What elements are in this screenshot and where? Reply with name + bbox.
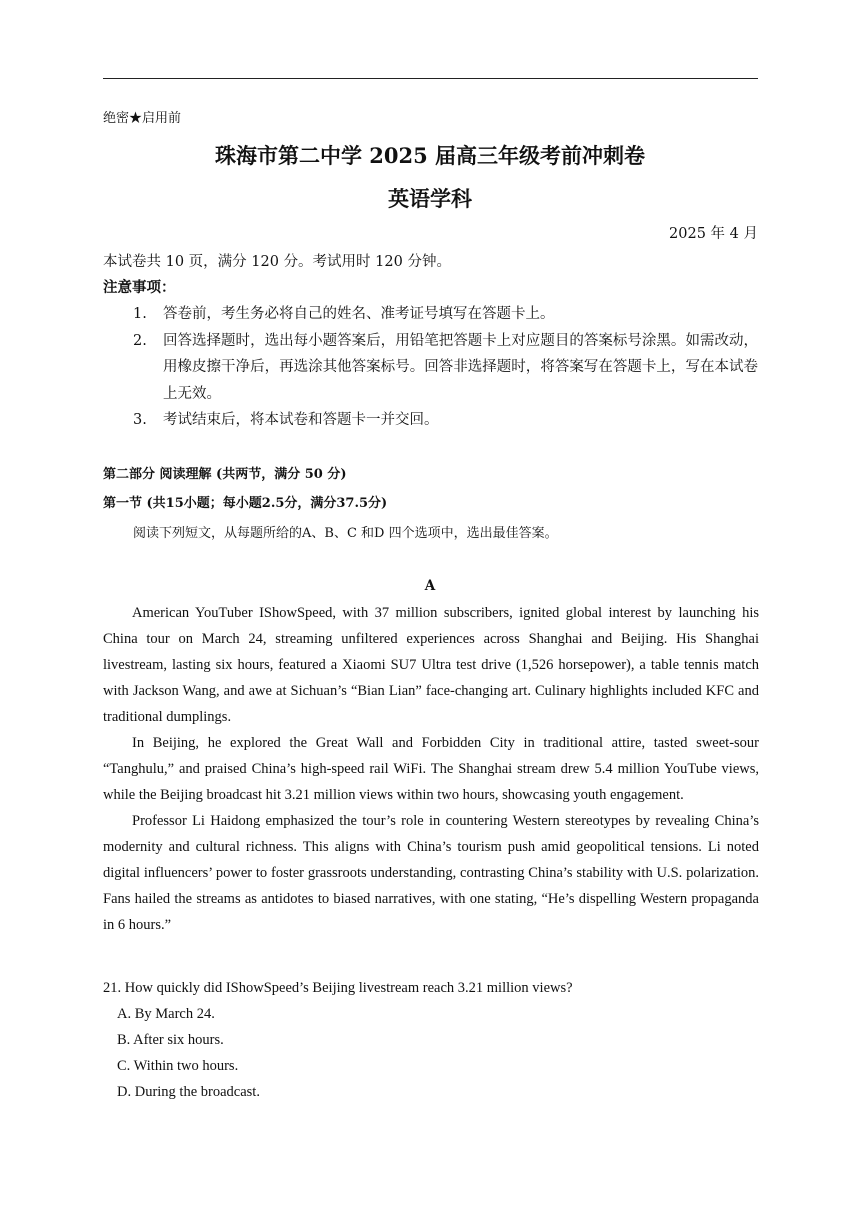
- secret-label: 绝密★启用前: [103, 111, 182, 126]
- notice-list: [103, 301, 758, 434]
- passage-paragraph: In Beijing, he explored the Great Wall and Forbidden City in traditional attire, tasted sweet-sour “Tanghulu,” and praised China’s high-speed rail WiFi. The Shanghai stream drew 5.4 million YouTube views, while the Beijing broadcast hit 3.21 million views within two hours, showcasing youth engagement.: [103, 735, 759, 803]
- section-instruction: 阅读下列短文，从每题所给的A、B、C 和D 四个选项中，选出最佳答案。: [133, 526, 558, 541]
- passage-paragraph: Professor Li Haidong emphasized the tour’s role in countering Western stereotypes by revealing China’s modernity and cultural richness. This aligns with China’s tourism push amid geopolitical tensions. Li noted digital influencers’ power to foster grassroots understanding, contrasting China’s stability with U.S. polarization. Fans hailed the streams as antidotes to biased narratives, with one stating, “He’s dispelling Western propaganda in 6 hours.”: [103, 813, 759, 933]
- notice-heading: 注意事项：: [103, 279, 176, 296]
- notice-number: 3.: [133, 412, 147, 428]
- notice-text: 回答选择题时，选出每小题答案后，用铅笔把答题卡上对应题目的答案标号涂黑。如需改动，用橡皮擦干净后，再选涂其他答案标号。回答非选择题时，将答案写在答题卡上，写在本试卷上无效。: [163, 332, 758, 402]
- notice-item: [103, 328, 758, 408]
- exam-date: 2025 年 4 月: [669, 226, 758, 242]
- passage-paragraph: American YouTuber IShowSpeed, with 37 million subscribers, ignited global interest by launching his China tour on March 24, streaming unfiltered experiences across Shanghai and Beijing. His Shanghai livestream, lasting six hours, featured a Xiaomi SU7 Ultra test drive (1,526 horsepower), a table tennis match with Jackson Wang, and awe at Sichuan’s “Bian Lian” face-changing art. Culinary highlights included KFC and traditional dumplings.: [103, 605, 759, 725]
- subject-title: 英语学科: [388, 186, 472, 211]
- notice-number: 1.: [133, 306, 147, 322]
- notice-number: 2.: [133, 332, 147, 349]
- question-stem: 21. How quickly did IShowSpeed’s Beijing livestream reach 3.21 million views?: [103, 980, 573, 996]
- notice-text: 考试结束后，将本试卷和答题卡一并交回。: [163, 412, 439, 428]
- part-heading: 第二部分 阅读理解 (共两节，满分 50 分): [103, 467, 347, 482]
- option-c: C. Within two hours.: [117, 1058, 239, 1074]
- question-options: [117, 1001, 260, 1105]
- notice-item: [103, 301, 758, 328]
- notice-text: 答卷前，考生务必将自己的姓名、准考证号填写在答题卡上。: [163, 306, 555, 322]
- option-a: A. By March 24.: [117, 1006, 215, 1022]
- notice-item: [103, 407, 758, 434]
- exam-title: 珠海市第二中学 2025 届高三年级考前冲刺卷: [214, 143, 646, 168]
- option-b: B. After six hours.: [117, 1032, 224, 1048]
- top-rule: [103, 78, 758, 79]
- option-d: D. During the broadcast.: [117, 1084, 260, 1100]
- passage-body: [103, 600, 759, 938]
- passage-label: A: [424, 578, 436, 594]
- section-heading: 第一节 (共15小题；每小题2.5分，满分37.5分): [103, 496, 388, 511]
- exam-intro: 本试卷共 10 页，满分 120 分。考试用时 120 分钟。: [103, 254, 451, 270]
